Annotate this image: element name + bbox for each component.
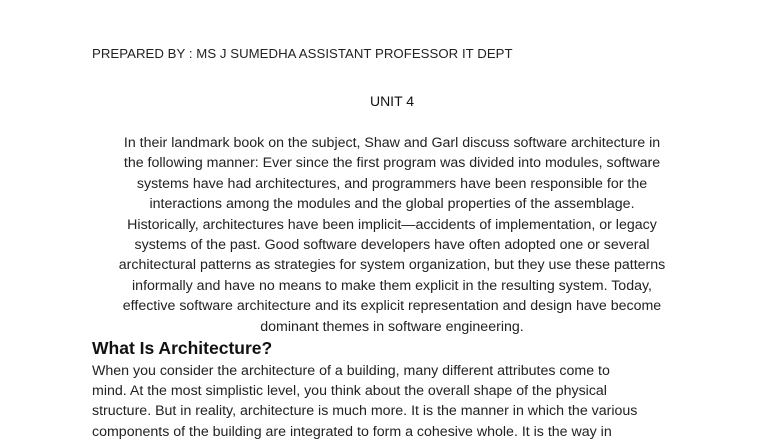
body-line: mind. At the most simplistic level, you think about the overall shape of the physical <box>92 383 607 400</box>
intro-line: systems of the past. Good software developers have often adopted one or several <box>134 237 650 254</box>
body-line: components of the building are integrated to form a cohesive whole. It is the way in <box>92 423 612 440</box>
prepared-by-header: PREPARED BY : MS J SUMEDHA ASSISTANT PROFESSOR IT DEPT <box>92 46 513 61</box>
intro-paragraph <box>88 133 696 337</box>
intro-line: architectural patterns as strategies for system organization, but they use these patterns <box>118 257 666 274</box>
section-heading: What Is Architecture? <box>92 338 273 358</box>
unit-title <box>0 93 784 109</box>
intro-line: dominant themes in software engineering. <box>260 318 524 335</box>
intro-line: informally and have no means to make them explicit in the resulting system. Today, <box>132 277 652 294</box>
intro-line: effective software architecture and its explicit representation and design have become <box>122 298 662 315</box>
body-line: When you consider the architecture of a building, many different attributes come to <box>92 363 610 379</box>
intro-line: interactions among the modules and the global properties of the assemblage. <box>149 196 635 213</box>
intro-line: Historically, architectures have been implicit—accidents of implementation, or legacy <box>127 216 657 233</box>
body-line: structure. But in reality, architecture is much more. It is the manner in which the various <box>92 403 638 420</box>
body-paragraph <box>92 361 692 441</box>
intro-line: the following manner: Ever since the first program was divided into modules, software <box>123 155 661 172</box>
intro-line: systems have had architectures, and programmers have been responsible for the <box>136 175 648 192</box>
intro-line: In their landmark book on the subject, Shaw and Garl discuss software architecture in <box>123 135 661 151</box>
unit-title-text: UNIT 4 <box>369 93 415 109</box>
